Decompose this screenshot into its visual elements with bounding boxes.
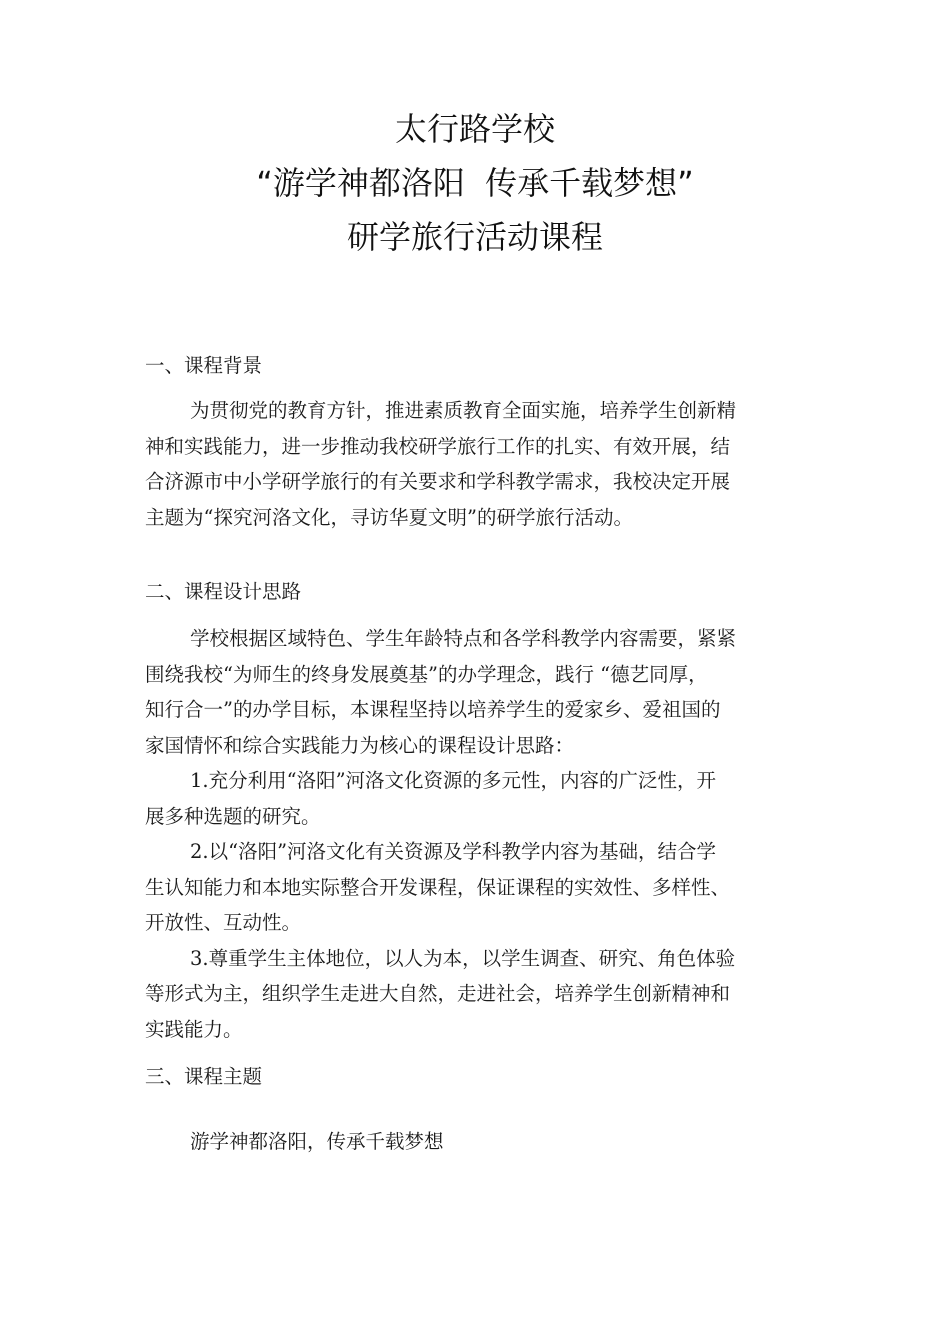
section-background-paragraph <box>145 393 807 535</box>
paragraph-line: 家国情怀和综合实践能力为核心的课程设计思路： <box>145 733 575 757</box>
section-heading-theme: 三、课程主题 <box>145 1065 263 1088</box>
title-line-theme: “游学神都洛阳 传承千载梦想” <box>256 164 694 202</box>
list-item-line: 1.充分利用“洛阳”河洛文化资源的多元性，内容的广泛性，开 <box>190 769 717 792</box>
list-item-line: 实践能力。 <box>145 1017 243 1041</box>
paragraph-line: 主题为“探究河洛文化，寻访华夏文明”的研学旅行活动。 <box>145 505 633 529</box>
section-heading-background: 一、课程背景 <box>145 354 263 377</box>
document-title <box>0 102 950 264</box>
section-theme-paragraph <box>145 1124 807 1160</box>
paragraph-line: 神和实践能力，进一步推动我校研学旅行工作的扎实、有效开展，结 <box>145 434 731 458</box>
title-line-course: 研学旅行活动课程 <box>346 218 603 256</box>
course-theme-text: 游学神都洛阳，传承千载梦想 <box>190 1130 444 1153</box>
list-item-line: 展多种选题的研究。 <box>145 804 321 828</box>
list-item-line: 3.尊重学生主体地位，以人为本，以学生调查、研究、角色体验 <box>190 946 736 970</box>
paragraph-line: 学校根据区域特色、学生年龄特点和各学科教学内容需要，紧紧 <box>190 627 737 650</box>
list-item-line: 开放性、互动性。 <box>145 911 302 934</box>
list-item-line: 2.以“洛阳”河洛文化有关资源及学科教学内容为基础，结合学 <box>190 840 717 863</box>
paragraph-line: 为贯彻党的教育方针，推进素质教育全面实施，培养学生创新精 <box>190 399 737 422</box>
list-item-line: 生认知能力和本地实际整合开发课程，保证课程的实效性、多样性、 <box>145 875 731 899</box>
section-heading-design: 二、课程设计思路 <box>145 580 302 603</box>
paragraph-line: 围绕我校“为师生的终身发展奠基”的办学理念，践行 “德艺同厚， <box>145 662 708 686</box>
title-line-school: 太行路学校 <box>394 110 555 148</box>
list-item-line: 等形式为主，组织学生走进大自然，走进社会，培养学生创新精神和 <box>145 982 731 1005</box>
section-design-paragraph <box>145 621 807 1047</box>
paragraph-line: 合济源市中小学研学旅行的有关要求和学科教学需求，我校决定开展 <box>145 470 731 493</box>
paragraph-line: 知行合一”的办学目标，本课程坚持以培养学生的爱家乡、爱祖国的 <box>145 698 721 721</box>
